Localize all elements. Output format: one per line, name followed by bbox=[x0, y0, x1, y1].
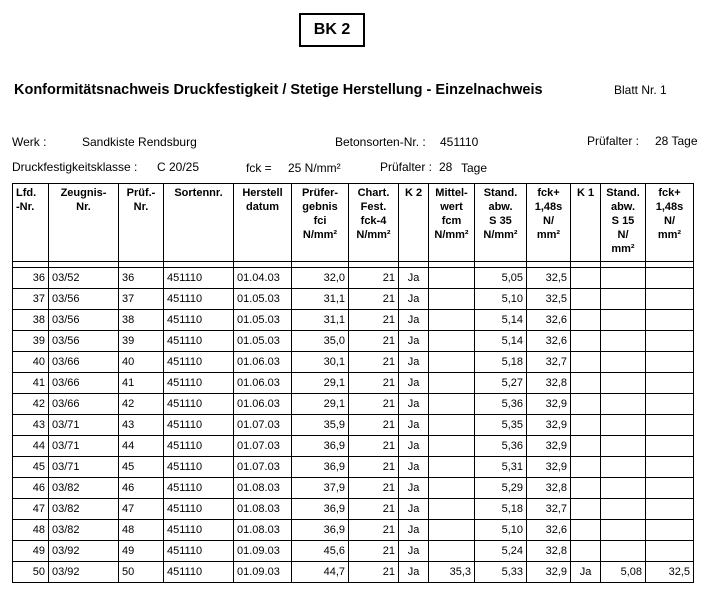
cell-s15 bbox=[601, 541, 646, 562]
cell-k2: Ja bbox=[399, 562, 429, 583]
cell-pruef: 37 bbox=[119, 289, 164, 310]
cell-s15 bbox=[601, 394, 646, 415]
table-row bbox=[13, 562, 694, 583]
cell-datum: 01.07.03 bbox=[234, 457, 292, 478]
cell-fest: 21 bbox=[349, 436, 399, 457]
cell-fci: 35,9 bbox=[292, 415, 349, 436]
table-row bbox=[13, 541, 694, 562]
cell-fest: 21 bbox=[349, 394, 399, 415]
cell-s15 bbox=[601, 268, 646, 289]
cell-fci: 29,1 bbox=[292, 394, 349, 415]
cell-fci: 45,6 bbox=[292, 541, 349, 562]
cell-s35: 5,10 bbox=[475, 520, 527, 541]
cell-fck148: 32,6 bbox=[527, 520, 571, 541]
cell-s35: 5,24 bbox=[475, 541, 527, 562]
column-header: Chart. Fest. fck-4 N/mm² bbox=[349, 184, 399, 262]
cell-fcm bbox=[429, 268, 475, 289]
cell-fci: 32,0 bbox=[292, 268, 349, 289]
cell-fcm bbox=[429, 436, 475, 457]
cell-fck148b bbox=[646, 520, 694, 541]
betonsorten-value: 451110 bbox=[440, 135, 479, 149]
cell-lfd: 41 bbox=[13, 373, 49, 394]
cell-k2: Ja bbox=[399, 310, 429, 331]
page-title: Konformitätsnachweis Druckfestigkeit / Stetige Herstellung - Einzelnachweis bbox=[14, 82, 543, 98]
cell-fck148: 32,9 bbox=[527, 415, 571, 436]
cell-fck148: 32,6 bbox=[527, 310, 571, 331]
cell-k2: Ja bbox=[399, 415, 429, 436]
werk-label: Werk : bbox=[12, 135, 47, 149]
cell-s15 bbox=[601, 457, 646, 478]
column-header: K 1 bbox=[571, 184, 601, 262]
cell-lfd: 49 bbox=[13, 541, 49, 562]
cell-sorte: 451110 bbox=[164, 457, 234, 478]
cell-fck148b: 32,5 bbox=[646, 562, 694, 583]
cell-k2: Ja bbox=[399, 268, 429, 289]
cell-s35: 5,18 bbox=[475, 499, 527, 520]
cell-k1 bbox=[571, 352, 601, 373]
pruefalter2-value: 28 bbox=[439, 160, 453, 174]
cell-fcm bbox=[429, 310, 475, 331]
cell-lfd: 37 bbox=[13, 289, 49, 310]
cell-sorte: 451110 bbox=[164, 289, 234, 310]
cell-pruef: 46 bbox=[119, 478, 164, 499]
cell-s15 bbox=[601, 478, 646, 499]
cell-fci: 30,1 bbox=[292, 352, 349, 373]
cell-sorte: 451110 bbox=[164, 331, 234, 352]
cell-zeugnis: 03/56 bbox=[49, 331, 119, 352]
cell-datum: 01.07.03 bbox=[234, 436, 292, 457]
cell-k2: Ja bbox=[399, 289, 429, 310]
cell-s15 bbox=[601, 520, 646, 541]
cell-sorte: 451110 bbox=[164, 562, 234, 583]
cell-fck148b bbox=[646, 289, 694, 310]
pruefalter2-label: Prüfalter : bbox=[380, 160, 433, 174]
cell-s15 bbox=[601, 373, 646, 394]
cell-lfd: 44 bbox=[13, 436, 49, 457]
cell-fest: 21 bbox=[349, 352, 399, 373]
cell-pruef: 48 bbox=[119, 520, 164, 541]
cell-sorte: 451110 bbox=[164, 310, 234, 331]
table-header-row bbox=[13, 184, 694, 262]
cell-k1 bbox=[571, 394, 601, 415]
cell-fck148b bbox=[646, 352, 694, 373]
cell-datum: 01.05.03 bbox=[234, 331, 292, 352]
cell-fest: 21 bbox=[349, 499, 399, 520]
cell-fci: 29,1 bbox=[292, 373, 349, 394]
table-row bbox=[13, 352, 694, 373]
cell-k2: Ja bbox=[399, 478, 429, 499]
cell-fck148: 32,7 bbox=[527, 352, 571, 373]
cell-fck148b bbox=[646, 499, 694, 520]
fck-value: 25 N/mm² bbox=[288, 161, 341, 175]
cell-fci: 35,0 bbox=[292, 331, 349, 352]
cell-k1 bbox=[571, 373, 601, 394]
column-header: K 2 bbox=[399, 184, 429, 262]
cell-s35: 5,36 bbox=[475, 436, 527, 457]
cell-k2: Ja bbox=[399, 352, 429, 373]
table-row bbox=[13, 331, 694, 352]
cell-s15 bbox=[601, 289, 646, 310]
cell-fci: 36,9 bbox=[292, 499, 349, 520]
cell-k2: Ja bbox=[399, 436, 429, 457]
cell-zeugnis: 03/52 bbox=[49, 268, 119, 289]
cell-k2: Ja bbox=[399, 457, 429, 478]
cell-datum: 01.08.03 bbox=[234, 499, 292, 520]
cell-k1 bbox=[571, 436, 601, 457]
cell-zeugnis: 03/92 bbox=[49, 541, 119, 562]
cell-fest: 21 bbox=[349, 457, 399, 478]
pruefalter-value: 28 Tage bbox=[655, 134, 698, 148]
column-header: Sortennr. bbox=[164, 184, 234, 262]
cell-zeugnis: 03/82 bbox=[49, 520, 119, 541]
document-badge: BK 2 bbox=[299, 13, 365, 47]
cell-datum: 01.09.03 bbox=[234, 541, 292, 562]
cell-k1 bbox=[571, 457, 601, 478]
cell-sorte: 451110 bbox=[164, 394, 234, 415]
cell-k1 bbox=[571, 478, 601, 499]
cell-zeugnis: 03/66 bbox=[49, 352, 119, 373]
cell-fck148b bbox=[646, 373, 694, 394]
cell-fck148: 32,9 bbox=[527, 394, 571, 415]
cell-fcm bbox=[429, 499, 475, 520]
cell-pruef: 45 bbox=[119, 457, 164, 478]
cell-s15 bbox=[601, 436, 646, 457]
cell-pruef: 39 bbox=[119, 331, 164, 352]
cell-zeugnis: 03/66 bbox=[49, 394, 119, 415]
cell-lfd: 50 bbox=[13, 562, 49, 583]
cell-fck148: 32,9 bbox=[527, 457, 571, 478]
cell-fest: 21 bbox=[349, 478, 399, 499]
cell-pruef: 43 bbox=[119, 415, 164, 436]
table-row bbox=[13, 289, 694, 310]
cell-fcm bbox=[429, 541, 475, 562]
klasse-label: Druckfestigkeitsklasse : bbox=[12, 160, 138, 174]
cell-fcm bbox=[429, 289, 475, 310]
cell-k1: Ja bbox=[571, 562, 601, 583]
cell-fck148b bbox=[646, 415, 694, 436]
cell-s15 bbox=[601, 499, 646, 520]
cell-fck148b bbox=[646, 310, 694, 331]
cell-s15: 5,08 bbox=[601, 562, 646, 583]
table-row bbox=[13, 373, 694, 394]
column-header: Prüf.- Nr. bbox=[119, 184, 164, 262]
table-row bbox=[13, 520, 694, 541]
klasse-value: C 20/25 bbox=[157, 160, 200, 174]
cell-fcm bbox=[429, 457, 475, 478]
cell-fest: 21 bbox=[349, 562, 399, 583]
column-header: Mittel- wert fcm N/mm² bbox=[429, 184, 475, 262]
cell-fest: 21 bbox=[349, 331, 399, 352]
cell-k1 bbox=[571, 310, 601, 331]
cell-lfd: 39 bbox=[13, 331, 49, 352]
cell-fcm: 35,3 bbox=[429, 562, 475, 583]
cell-zeugnis: 03/71 bbox=[49, 436, 119, 457]
results-table bbox=[12, 183, 694, 583]
cell-k1 bbox=[571, 289, 601, 310]
cell-fck148b bbox=[646, 436, 694, 457]
cell-zeugnis: 03/56 bbox=[49, 310, 119, 331]
cell-k2: Ja bbox=[399, 331, 429, 352]
cell-fci: 36,9 bbox=[292, 520, 349, 541]
cell-fck148b bbox=[646, 331, 694, 352]
cell-s35: 5,05 bbox=[475, 268, 527, 289]
cell-datum: 01.04.03 bbox=[234, 268, 292, 289]
cell-zeugnis: 03/71 bbox=[49, 457, 119, 478]
column-header: Lfd. -Nr. bbox=[13, 184, 49, 262]
cell-datum: 01.09.03 bbox=[234, 562, 292, 583]
cell-sorte: 451110 bbox=[164, 478, 234, 499]
cell-lfd: 36 bbox=[13, 268, 49, 289]
cell-k1 bbox=[571, 331, 601, 352]
cell-lfd: 38 bbox=[13, 310, 49, 331]
cell-fck148b bbox=[646, 394, 694, 415]
pruefalter2-unit: Tage bbox=[461, 161, 488, 175]
cell-fck148: 32,5 bbox=[527, 268, 571, 289]
cell-fci: 44,7 bbox=[292, 562, 349, 583]
cell-fcm bbox=[429, 373, 475, 394]
cell-fck148: 32,9 bbox=[527, 436, 571, 457]
column-header: Zeugnis- Nr. bbox=[49, 184, 119, 262]
werk-value: Sandkiste Rendsburg bbox=[82, 135, 197, 149]
cell-lfd: 47 bbox=[13, 499, 49, 520]
cell-s35: 5,33 bbox=[475, 562, 527, 583]
cell-datum: 01.08.03 bbox=[234, 478, 292, 499]
cell-fck148: 32,7 bbox=[527, 499, 571, 520]
table-row bbox=[13, 478, 694, 499]
cell-fcm bbox=[429, 394, 475, 415]
cell-fci: 36,9 bbox=[292, 436, 349, 457]
cell-s35: 5,36 bbox=[475, 394, 527, 415]
cell-fck148: 32,6 bbox=[527, 331, 571, 352]
cell-fest: 21 bbox=[349, 289, 399, 310]
cell-k1 bbox=[571, 520, 601, 541]
cell-k2: Ja bbox=[399, 499, 429, 520]
cell-fck148b bbox=[646, 541, 694, 562]
cell-pruef: 38 bbox=[119, 310, 164, 331]
cell-fcm bbox=[429, 520, 475, 541]
cell-datum: 01.07.03 bbox=[234, 415, 292, 436]
column-header: fck+ 1,48s N/ mm² bbox=[646, 184, 694, 262]
cell-k1 bbox=[571, 415, 601, 436]
cell-zeugnis: 03/82 bbox=[49, 478, 119, 499]
cell-s15 bbox=[601, 352, 646, 373]
table-row bbox=[13, 499, 694, 520]
cell-fci: 31,1 bbox=[292, 289, 349, 310]
cell-s15 bbox=[601, 331, 646, 352]
pruefalter-label: Prüfalter : bbox=[587, 134, 640, 148]
cell-sorte: 451110 bbox=[164, 499, 234, 520]
cell-fcm bbox=[429, 352, 475, 373]
cell-fck148: 32,8 bbox=[527, 373, 571, 394]
table-row bbox=[13, 268, 694, 289]
cell-pruef: 47 bbox=[119, 499, 164, 520]
cell-fck148: 32,8 bbox=[527, 541, 571, 562]
cell-fck148: 32,8 bbox=[527, 478, 571, 499]
cell-k2: Ja bbox=[399, 520, 429, 541]
cell-lfd: 46 bbox=[13, 478, 49, 499]
cell-zeugnis: 03/92 bbox=[49, 562, 119, 583]
cell-fest: 21 bbox=[349, 373, 399, 394]
cell-pruef: 40 bbox=[119, 352, 164, 373]
cell-lfd: 48 bbox=[13, 520, 49, 541]
cell-pruef: 41 bbox=[119, 373, 164, 394]
cell-k1 bbox=[571, 268, 601, 289]
cell-s15 bbox=[601, 310, 646, 331]
cell-k2: Ja bbox=[399, 394, 429, 415]
column-header: Stand. abw. S 35 N/mm² bbox=[475, 184, 527, 262]
fck-label: fck = bbox=[246, 161, 272, 175]
cell-fck148: 32,5 bbox=[527, 289, 571, 310]
cell-sorte: 451110 bbox=[164, 541, 234, 562]
cell-fci: 31,1 bbox=[292, 310, 349, 331]
cell-s35: 5,35 bbox=[475, 415, 527, 436]
cell-s35: 5,14 bbox=[475, 331, 527, 352]
cell-datum: 01.06.03 bbox=[234, 352, 292, 373]
table-row bbox=[13, 394, 694, 415]
cell-s35: 5,27 bbox=[475, 373, 527, 394]
cell-lfd: 40 bbox=[13, 352, 49, 373]
cell-fest: 21 bbox=[349, 268, 399, 289]
cell-pruef: 36 bbox=[119, 268, 164, 289]
cell-fest: 21 bbox=[349, 541, 399, 562]
table-row bbox=[13, 457, 694, 478]
cell-fck148b bbox=[646, 268, 694, 289]
cell-sorte: 451110 bbox=[164, 268, 234, 289]
column-header: Herstell datum bbox=[234, 184, 292, 262]
cell-zeugnis: 03/71 bbox=[49, 415, 119, 436]
cell-fest: 21 bbox=[349, 310, 399, 331]
betonsorten-label: Betonsorten-Nr. : bbox=[335, 135, 426, 149]
cell-k2: Ja bbox=[399, 373, 429, 394]
cell-s35: 5,31 bbox=[475, 457, 527, 478]
cell-fest: 21 bbox=[349, 520, 399, 541]
cell-s35: 5,29 bbox=[475, 478, 527, 499]
cell-sorte: 451110 bbox=[164, 520, 234, 541]
table-row bbox=[13, 436, 694, 457]
table-row bbox=[13, 415, 694, 436]
cell-pruef: 44 bbox=[119, 436, 164, 457]
cell-datum: 01.05.03 bbox=[234, 310, 292, 331]
cell-lfd: 43 bbox=[13, 415, 49, 436]
cell-s15 bbox=[601, 415, 646, 436]
column-header: Stand. abw. S 15 N/ mm² bbox=[601, 184, 646, 262]
cell-zeugnis: 03/82 bbox=[49, 499, 119, 520]
cell-sorte: 451110 bbox=[164, 373, 234, 394]
cell-fest: 21 bbox=[349, 415, 399, 436]
cell-datum: 01.08.03 bbox=[234, 520, 292, 541]
cell-sorte: 451110 bbox=[164, 436, 234, 457]
cell-pruef: 42 bbox=[119, 394, 164, 415]
cell-datum: 01.06.03 bbox=[234, 394, 292, 415]
cell-s35: 5,14 bbox=[475, 310, 527, 331]
cell-sorte: 451110 bbox=[164, 352, 234, 373]
column-header: Prüfer- gebnis fci N/mm² bbox=[292, 184, 349, 262]
cell-lfd: 42 bbox=[13, 394, 49, 415]
cell-fck148b bbox=[646, 457, 694, 478]
cell-fck148b bbox=[646, 478, 694, 499]
cell-datum: 01.06.03 bbox=[234, 373, 292, 394]
cell-k2: Ja bbox=[399, 541, 429, 562]
cell-k1 bbox=[571, 499, 601, 520]
cell-lfd: 45 bbox=[13, 457, 49, 478]
cell-datum: 01.05.03 bbox=[234, 289, 292, 310]
sheet-number: Blatt Nr. 1 bbox=[614, 83, 667, 97]
cell-fck148: 32,9 bbox=[527, 562, 571, 583]
table-row bbox=[13, 310, 694, 331]
column-header: fck+ 1,48s N/ mm² bbox=[527, 184, 571, 262]
cell-k1 bbox=[571, 541, 601, 562]
cell-pruef: 50 bbox=[119, 562, 164, 583]
cell-pruef: 49 bbox=[119, 541, 164, 562]
cell-fcm bbox=[429, 478, 475, 499]
cell-fcm bbox=[429, 331, 475, 352]
cell-s35: 5,10 bbox=[475, 289, 527, 310]
cell-fcm bbox=[429, 415, 475, 436]
cell-zeugnis: 03/56 bbox=[49, 289, 119, 310]
cell-sorte: 451110 bbox=[164, 415, 234, 436]
cell-fci: 37,9 bbox=[292, 478, 349, 499]
cell-s35: 5,18 bbox=[475, 352, 527, 373]
cell-zeugnis: 03/66 bbox=[49, 373, 119, 394]
cell-fci: 36,9 bbox=[292, 457, 349, 478]
